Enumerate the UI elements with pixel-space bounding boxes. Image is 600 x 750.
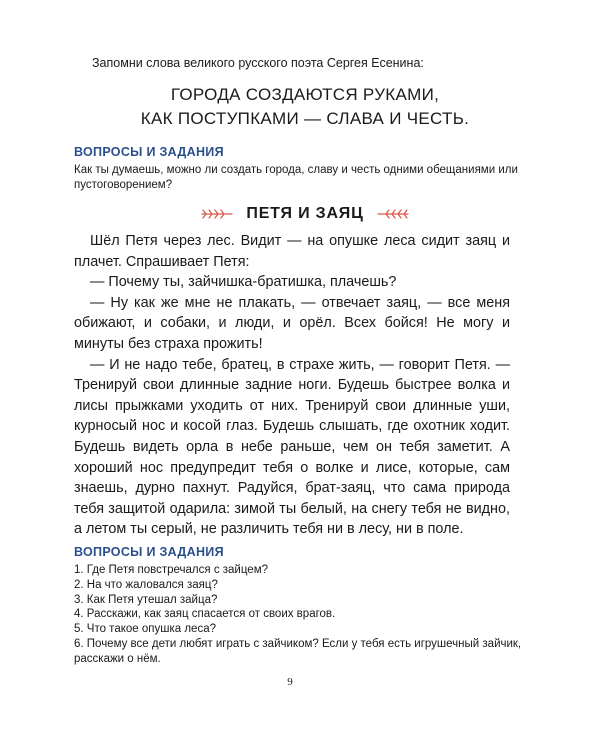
- question-item: 1. Где Петя повстречался с зайцем?: [74, 564, 269, 576]
- story-paragraph: Шёл Петя через лес. Видит — на опушке леса сидит заяц и плачет. Спрашивает Петя:: [74, 233, 510, 270]
- questions-heading-1: ВОПРОСЫ И ЗАДАНИЯ: [74, 145, 224, 159]
- question-item: 2. На что жаловался заяц?: [74, 578, 218, 591]
- story-paragraph: — И не надо тебе, братец, в страхе жить, — говорит Петя. — Тренируй свои длинные задние ноги. Будешь быстрее волка и лисы прыжками уходить от них. Тренируй свои длинные уши, курносый нос и косой глаз. Будешь слышать, где охотник ходит. Будешь видеть орла в небе раньше, чем он тебя заметит. А хороший нос предупредит тебя о волке и лисе, которые, сам знаешь, дурно пахнут. Радуйся, брат-заяц, что сама природа тебя защитой одарила: зимой ты белый, на снегу тебя не видно, а летом ты серый, не различить тебя ни в лесу, ни в поле.: [74, 356, 510, 538]
- quote-line-1: ГОРОДА СОЗДАЮТСЯ РУКАМИ,: [170, 85, 440, 104]
- story-title: ПЕТЯ И ЗАЯЦ: [246, 205, 364, 222]
- question-item: 3. Как Петя утешал зайца?: [74, 593, 218, 606]
- story-paragraph: — Почему ты, зайчишка-братишка, плачешь?: [90, 274, 397, 291]
- questions-list: [74, 563, 544, 667]
- question-item: 4. Расскажи, как заяц спасается от своих врагов.: [74, 608, 336, 621]
- left-ornament-icon: [200, 207, 234, 221]
- question-text-1: Как ты думаешь, можно ли создать города, славу и честь одними обещаниями или пустоговорением?: [74, 164, 518, 191]
- quote-line-2: КАК ПОСТУПКАМИ — СЛАВА И ЧЕСТЬ.: [140, 109, 470, 128]
- questions-heading-2: ВОПРОСЫ И ЗАДАНИЯ: [74, 545, 224, 559]
- intro-text: Запомни слова великого русского поэта Сергея Есенина:: [92, 56, 424, 70]
- page-number: 9: [287, 676, 293, 688]
- story-paragraph: — Ну как же мне не плакать, — отвечает заяц, — все меня обижают, и собаки, и люди, и орёл. Всех бойся! Не могу и минуты без страха прожить!: [74, 294, 510, 352]
- story-body: [74, 231, 510, 540]
- question-item: 5. Что такое опушка леса?: [74, 623, 216, 636]
- right-ornament-icon: [376, 207, 410, 221]
- question-item: 6. Почему все дети любят играть с зайчиком? Если у тебя есть игрушечный зайчик, расскажи о нём.: [74, 637, 522, 665]
- story-title-block: [0, 205, 600, 223]
